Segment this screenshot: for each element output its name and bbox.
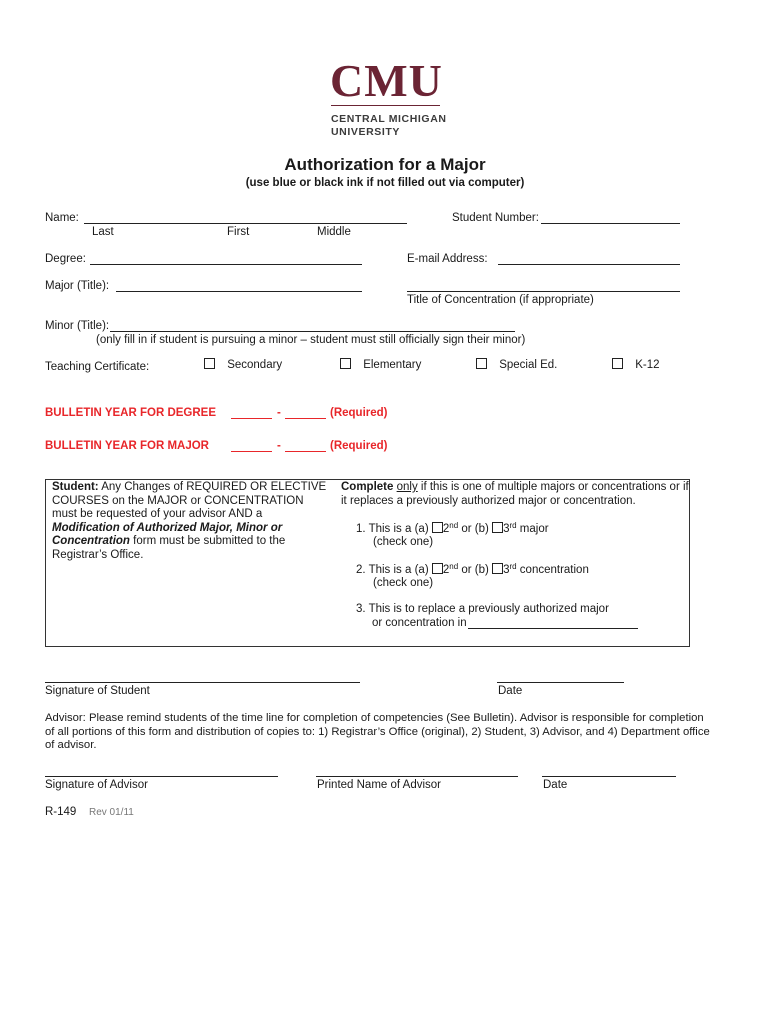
k12-checkbox[interactable] (612, 358, 623, 369)
degree-field[interactable] (90, 264, 362, 265)
name-middle-caption: Middle (317, 226, 351, 238)
name-label: Name: (45, 212, 79, 224)
bulletin-degree-dash: - (277, 407, 281, 419)
option-2-text-a: 2. This is a (a) (356, 564, 429, 576)
teaching-certificate-label: Teaching Certificate: (45, 361, 150, 373)
advisor-signature-caption: Signature of Advisor (45, 779, 148, 791)
option-3-line-1: 3. This is to replace a previously authorized major (356, 603, 609, 615)
email-field[interactable] (498, 264, 680, 265)
page-title: Authorization for a Major (284, 155, 486, 174)
major-field[interactable] (116, 291, 362, 292)
secondary-checkbox[interactable] (204, 358, 215, 369)
student-number-field[interactable] (541, 223, 680, 224)
option-2-third-number: 3 (503, 564, 510, 576)
option-1-second-checkbox[interactable] (432, 522, 443, 533)
option-2-text-mid: or (b) (461, 564, 489, 576)
option-1-text-end: major (519, 523, 549, 535)
student-date-caption: Date (498, 685, 523, 697)
bulletin-major-required: (Required) (330, 440, 388, 452)
option-1-check-one: (check one) (373, 536, 434, 548)
advisor-note-line-1: Advisor: Please remind students of the time line for completion of competencies (See Bulletin). Advisor is responsible for completion (45, 712, 704, 724)
option-2-second-suffix: nd (449, 562, 459, 571)
student-date-field[interactable] (497, 682, 624, 683)
student-notice-bold: Student: (52, 481, 99, 493)
elementary-option[interactable] (340, 358, 421, 371)
complete-notice-bold: Complete (341, 481, 394, 493)
form-revision: Rev 01/11 (89, 807, 134, 818)
elementary-label: Elementary (363, 359, 422, 371)
option-2-check-one: (check one) (373, 577, 434, 589)
option-1-third-number: 3 (503, 523, 510, 535)
secondary-label: Secondary (227, 359, 283, 371)
advisor-signature-field[interactable] (45, 776, 278, 777)
student-number-label: Student Number: (452, 212, 539, 224)
bulletin-major-label: BULLETIN YEAR FOR MAJOR (45, 440, 209, 452)
k12-label: K-12 (635, 359, 660, 371)
minor-label: Minor (Title): (45, 320, 110, 332)
student-notice (52, 481, 326, 562)
student-notice-line-5: form must be submitted to the (133, 535, 286, 547)
student-signature-caption: Signature of Student (45, 685, 150, 697)
special-ed-checkbox[interactable] (476, 358, 487, 369)
option-2 (356, 562, 589, 576)
advisor-note-line-2: of all portions of this form and distribution of copies to: 1) Registrar’s Office (original), 2) Student, 3) Advisor, and 4) Department office (45, 725, 710, 738)
option-1-third-checkbox[interactable] (492, 522, 503, 533)
option-2-third-suffix: rd (509, 562, 517, 571)
logo-divider (331, 105, 440, 106)
bulletin-degree-label: BULLETIN YEAR FOR DEGREE (45, 407, 217, 419)
bulletin-major-start-field[interactable] (231, 451, 272, 452)
option-1-text-mid: or (b) (461, 523, 489, 535)
bulletin-major-dash: - (277, 440, 281, 452)
option-1-second-suffix: nd (449, 521, 459, 530)
name-field[interactable] (84, 223, 407, 224)
option-2-text-end: concentration (519, 564, 589, 576)
option-2-third-checkbox[interactable] (492, 563, 503, 574)
complete-notice-only: only (396, 481, 418, 493)
logo-line-1: CENTRAL MICHIGAN (331, 113, 447, 125)
bulletin-degree-end-field[interactable] (285, 418, 326, 419)
option-3-line-2: or concentration in (372, 617, 467, 629)
page-subtitle: (use blue or black ink if not filled out via computer) (245, 177, 525, 189)
advisor-note-line-3: of advisor. (45, 739, 97, 751)
minor-note: (only fill in if student is pursuing a minor – student must still officially sign their minor) (96, 334, 526, 346)
k12-option[interactable] (612, 358, 660, 371)
name-first-caption: First (227, 226, 250, 238)
advisor-printed-name-caption: Printed Name of Advisor (317, 779, 442, 791)
option-1-second-number: 2 (442, 523, 450, 535)
student-signature-field[interactable] (45, 682, 360, 683)
complete-notice (341, 481, 689, 508)
student-notice-line-6: Registrar’s Office. (52, 548, 144, 561)
bulletin-major-end-field[interactable] (285, 451, 326, 452)
student-notice-line-4: Modification of Authorized Major, Minor or (52, 521, 283, 534)
name-last-caption: Last (92, 226, 114, 238)
cmu-logo-mark: CMU (330, 55, 443, 106)
secondary-option[interactable] (204, 358, 282, 371)
advisor-date-field[interactable] (542, 776, 676, 777)
option-2-second-number: 2 (442, 564, 450, 576)
option-1 (356, 521, 549, 535)
special-ed-label: Special Ed. (499, 359, 558, 371)
student-notice-line-1: Any Changes of REQUIRED OR ELECTIVE (101, 481, 327, 493)
advisor-note (45, 712, 710, 753)
concentration-caption: Title of Concentration (if appropriate) (407, 294, 594, 306)
replace-concentration-field[interactable] (468, 628, 638, 629)
option-2-second-checkbox[interactable] (432, 563, 443, 574)
advisor-date-caption: Date (543, 779, 568, 791)
student-notice-line-5-bold: Concentration (52, 535, 130, 547)
email-label: E-mail Address: (407, 253, 488, 265)
logo-line-2: UNIVERSITY (331, 126, 401, 138)
complete-notice-line-1: if this is one of multiple majors or concentrations or if (420, 481, 689, 493)
special-ed-option[interactable] (476, 358, 557, 371)
minor-field[interactable] (110, 331, 515, 332)
form-code: R-149 (45, 806, 77, 818)
option-1-text-a: 1. This is a (a) (356, 523, 429, 535)
elementary-checkbox[interactable] (340, 358, 351, 369)
degree-label: Degree: (45, 253, 86, 265)
bulletin-degree-start-field[interactable] (231, 418, 272, 419)
major-label: Major (Title): (45, 280, 110, 292)
option-1-third-suffix: rd (509, 521, 517, 530)
advisor-printed-name-field[interactable] (316, 776, 518, 777)
student-notice-line-2: COURSES on the MAJOR or CONCENTRATION (52, 494, 304, 507)
student-notice-line-3: must be requested of your advisor AND a (52, 508, 263, 520)
bulletin-degree-required: (Required) (330, 407, 388, 419)
concentration-field[interactable] (407, 291, 680, 292)
complete-notice-line-2: it replaces a previously authorized major or concentration. (341, 494, 636, 507)
